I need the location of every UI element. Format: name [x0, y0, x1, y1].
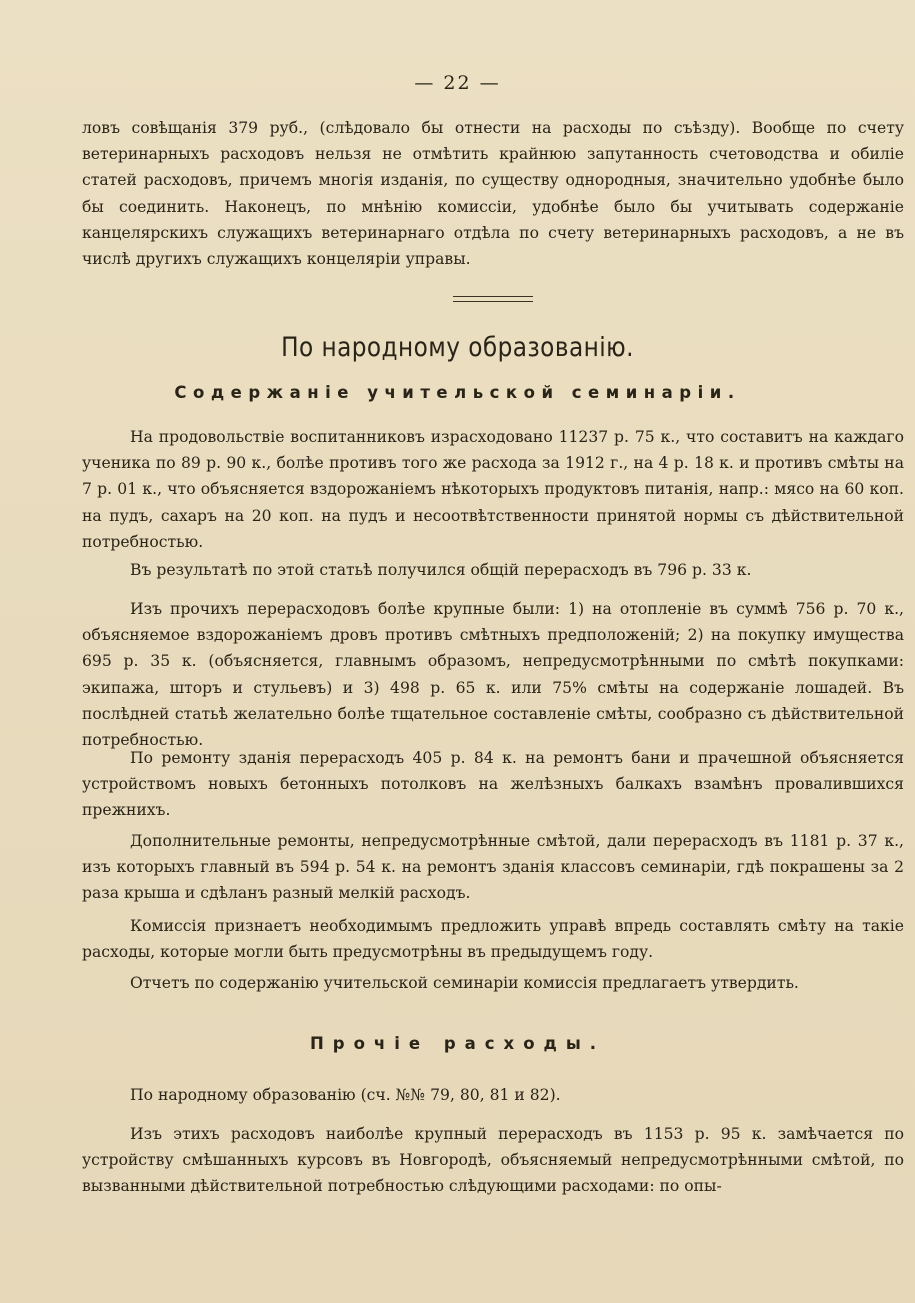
seminary-paragraph-1: [82, 424, 904, 555]
paragraph-text: Въ результатѣ по этой статьѣ получился общій перерасходъ въ 796 р. 33 к.: [130, 561, 752, 579]
seminary-paragraph-6: [82, 913, 904, 965]
paragraph-text: Отчетъ по содержанію учительской семинаріи комиссія предлагаетъ утвердить.: [130, 974, 799, 992]
paragraph-text: Изъ прочихъ перерасходовъ болѣе крупные были: 1) на отопленіе въ суммѣ 756 р. 70 к., объясняемое вздорожаніемъ дровъ противъ смѣтныхъ предположеній; 2) на покупку имущества 695 р. 35 к. (объясняется, главнымъ образомъ, непредусмотрѣнными по смѣтѣ покупками: экипажа, шторъ и стульевъ) и 3) 498 р. 65 к. или 75% смѣты на содержаніе лошадей. Въ послѣдней статьѣ желательно болѣе тщательное составленіе смѣты, сообразно съ дѣйствительной потребностью.: [82, 600, 904, 750]
subsection-title-other-expenses: Прочіе расходы.: [309, 1034, 606, 1053]
paragraph-text: По ремонту зданія перерасходъ 405 р. 84 к. на ремонтъ бани и прачешной объясняется устройствомъ новыхъ бетонныхъ потолковъ на желѣзныхъ балкахъ взамѣнъ провалившихся прежнихъ.: [82, 749, 904, 820]
paragraph-text: Изъ этихъ расходовъ наиболѣе крупный перерасходъ въ 1153 р. 95 к. замѣчается по устройству смѣшанныхъ курсовъ въ Новгородѣ, объясняемый непредусмотрѣнными смѣтой, по вызванными дѣйствительной потребностью слѣдующими расходами: по опы-: [82, 1125, 904, 1196]
paragraph-text: Дополнительные ремонты, непредусмотрѣнные смѣтой, дали перерасходъ въ 1181 р. 37 к., изъ которыхъ главный въ 594 р. 54 к. на ремонтъ зданія классовъ семинаріи, гдѣ покрашены за 2 раза крыша и сдѣланъ разный мелкій расходъ.: [82, 832, 904, 903]
page-number: — 22 —: [414, 72, 501, 94]
section-divider: [453, 296, 533, 302]
other-paragraph-1: [82, 1082, 904, 1108]
intro-paragraph: [82, 115, 904, 272]
other-paragraph-2: [82, 1121, 904, 1200]
paragraph-text: На продовольствіе воспитанниковъ израсходовано 11237 р. 75 к., что составитъ на каждаго ученика по 89 р. 90 к., болѣе противъ того же расхода за 1912 г., на 4 р. 18 к. и противъ смѣты на 7 р. 01 к., что объясняется вздорожаніемъ нѣкоторыхъ продуктовъ питанія, напр.: мясо на 60 коп. на пудъ, сахаръ на 20 коп. на пудъ и несоотвѣтственности принятой нормы съ дѣйствительной потребностью.: [82, 428, 904, 551]
paragraph-text: По народному образованію (сч. №№ 79, 80, 81 и 82).: [130, 1086, 561, 1104]
seminary-paragraph-7: [82, 970, 904, 996]
seminary-paragraph-5: [82, 828, 904, 907]
paragraph-text: Комиссія признаетъ необходимымъ предложить управѣ впредь составлять смѣту на такіе расходы, которые могли быть предусмотрѣны въ предыдущемъ году.: [82, 917, 904, 962]
section-title: По народному образованію.: [281, 332, 634, 363]
seminary-paragraph-3: [82, 596, 904, 753]
seminary-paragraph-2: [82, 557, 904, 583]
seminary-paragraph-4: [82, 745, 904, 824]
subsection-title-seminary: Содержаніе учительской семинаріи.: [174, 383, 741, 402]
intro-text: ловъ совѣщанія 379 руб., (слѣдовало бы отнести на расходы по съѣзду). Вообще по счету ветеринарныхъ расходовъ нельзя не отмѣтить крайнюю запутанность счетоводства и обиліе статей расходовъ, причемъ многія изданія, по существу однородныя, значительно удобнѣе было бы соединить. Наконецъ, по мнѣнію комиссіи, удобнѣе было бы учитывать содержаніе канцелярскихъ служащихъ ветеринарнаго отдѣла по счету ветеринарныхъ расходовъ, а не въ числѣ другихъ служащихъ концеляріи управы.: [82, 119, 904, 269]
